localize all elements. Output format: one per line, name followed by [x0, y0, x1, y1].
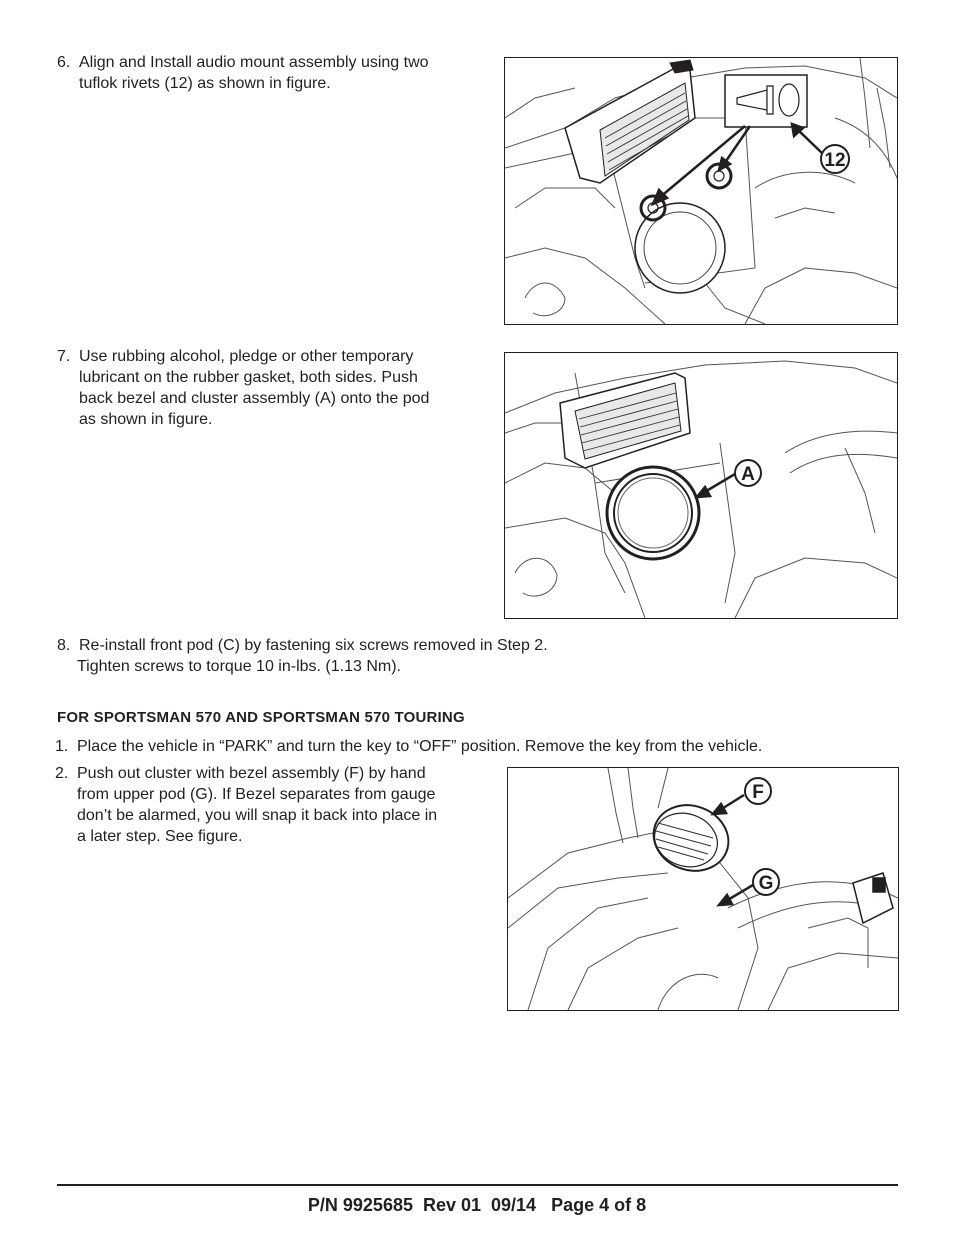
step-text-line: Push out cluster with bezel assembly (F) by hand — [77, 765, 426, 782]
step-number: 2. — [55, 765, 69, 782]
figure-bezel-removal — [507, 767, 899, 1011]
section-step-2 — [55, 763, 485, 847]
step-text-line: a later step. See figure. — [77, 828, 243, 845]
step-text-line: Tighten screws to torque 10 in-lbs. (1.13 Nm). — [77, 658, 401, 675]
figure-illustration — [508, 768, 898, 1010]
step-number: 7. — [57, 348, 71, 365]
figure-illustration — [505, 353, 897, 618]
step-8 — [57, 635, 817, 677]
step-text-line: Use rubbing alcohol, pledge or other temporary — [79, 348, 414, 365]
step-text-line: tuflok rivets (12) as shown in figure. — [79, 75, 331, 92]
footer-rule — [57, 1184, 898, 1186]
figure-audio-mount-rivets — [504, 57, 898, 325]
section-step-1 — [55, 736, 895, 757]
step-number: 1. — [55, 738, 69, 755]
figure-bezel-cluster-assembly — [504, 352, 898, 619]
step-text-line: Align and Install audio mount assembly using two — [79, 54, 429, 71]
callout-g: G — [758, 873, 774, 894]
callout-f: F — [752, 782, 764, 803]
step-number: 8. — [57, 637, 71, 654]
callout-a: A — [741, 464, 755, 485]
step-number: 6. — [57, 54, 71, 71]
section-heading: FOR SPORTSMAN 570 AND SPORTSMAN 570 TOURING — [57, 709, 465, 726]
step-text-line: don’t be alarmed, you will snap it back into place in — [77, 807, 438, 824]
step-text-line: lubricant on the rubber gasket, both sides. Push — [79, 369, 418, 386]
figure-illustration — [505, 58, 897, 324]
step-text-line: as shown in figure. — [79, 411, 213, 428]
step-6 — [57, 52, 477, 94]
callout-12: 12 — [824, 150, 846, 171]
page-footer: P/N 9925685 Rev 01 09/14 Page 4 of 8 — [307, 1195, 647, 1215]
step-text-line: from upper pod (G). If Bezel separates from gauge — [77, 786, 436, 803]
step-text-line: Re-install front pod (C) by fastening six screws removed in Step 2. — [79, 637, 548, 654]
step-7 — [57, 346, 477, 430]
step-text-line: back bezel and cluster assembly (A) onto the pod — [79, 390, 430, 407]
step-text-line: Place the vehicle in “PARK” and turn the key to “OFF” position. Remove the key from the vehicle. — [77, 738, 763, 755]
